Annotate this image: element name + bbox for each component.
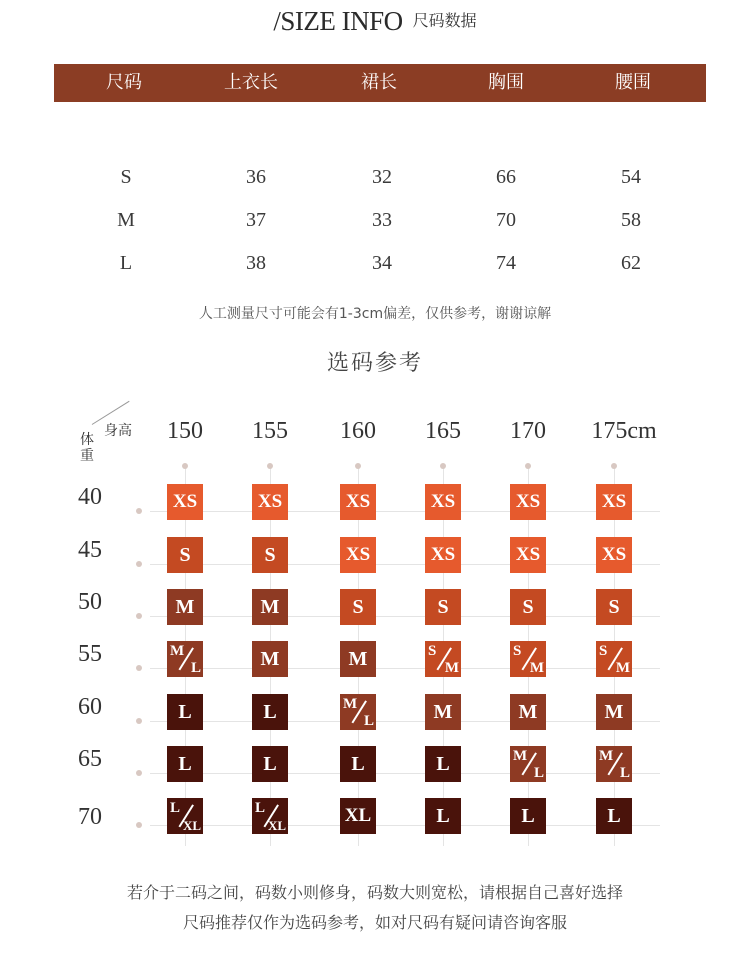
size-cell-lower: M [615,660,630,676]
weight-label: 50 [78,589,102,615]
size-cell-inner [596,641,632,677]
corner-weight-label: 体重 [80,432,94,464]
size-cell-inner [510,746,546,782]
size-cell: M [167,589,203,625]
grid-hline [150,511,660,512]
weight-dot [136,665,142,671]
size-cell: S [596,589,632,625]
size-cell: M [340,641,376,677]
table-cell: 38 [246,252,266,274]
size-cell-inner [425,641,461,677]
table-cell: 62 [621,252,641,274]
size-cell-upper: M [343,696,358,712]
footer-note-2: 尺码推荐仅作为选码参考，如对尺码有疑问请咨询客服 [182,913,567,932]
weight-label: 45 [78,537,102,563]
table-cell: M [117,209,135,231]
size-cell: XL [340,798,376,834]
weight-dot [136,822,142,828]
weight-dot [136,508,142,514]
size-cell: S [510,589,546,625]
size-cell [596,641,632,677]
size-cell-inner [252,798,288,834]
size-cell: S [167,537,203,573]
col-header-skirt-length: 裙长 [361,72,397,93]
grid-hline [150,668,660,669]
page-title [0,6,750,37]
size-cell: XS [425,484,461,520]
grid-hline [150,616,660,617]
table-cell: S [120,166,132,188]
height-label: 170 [510,418,546,444]
table-cell: L [119,252,133,274]
size-cell-lower: XL [182,818,201,833]
corner-height-label: 身高 [104,423,132,439]
col-header-top-length: 上衣长 [224,72,278,93]
size-cell [510,746,546,782]
size-cell: M [596,694,632,730]
table-cell: 36 [246,166,266,188]
size-cell-inner [510,641,546,677]
size-cell-upper: L [170,800,181,816]
size-cell-lower: L [190,660,201,676]
size-cell-upper: L [255,800,266,816]
size-cell: XS [252,484,288,520]
table-cell: 66 [496,166,516,188]
height-dot [440,463,446,469]
size-cell-lower: M [529,660,544,676]
size-cell: XS [596,484,632,520]
table-cell: 70 [496,209,516,231]
size-cell-inner [167,798,203,834]
size-cell-lower: L [363,713,374,729]
title-en: /SIZE INFO [273,6,403,36]
size-cell: L [167,694,203,730]
weight-label: 65 [78,746,102,772]
col-header-size: 尺码 [106,72,142,93]
height-dot [525,463,531,469]
size-cell-inner [340,694,376,730]
weight-dot [136,718,142,724]
size-cell: M [252,641,288,677]
size-cell: L [425,798,461,834]
col-header-waist: 腰围 [615,72,651,93]
size-cell-lower: XL [267,818,286,833]
height-dot [355,463,361,469]
height-dot [267,463,273,469]
height-label: 175cm [591,418,657,444]
size-cell-upper: M [170,643,185,659]
size-cell: M [252,589,288,625]
table-cell: 34 [372,252,392,274]
size-cell: L [425,746,461,782]
size-cell: XS [425,537,461,573]
weight-label: 70 [78,804,102,830]
size-cell-upper: S [599,643,608,659]
size-cell: XS [510,484,546,520]
size-cell-upper: S [513,643,522,659]
size-cell: XS [167,484,203,520]
height-label: 150 [167,418,203,444]
size-cell: XS [596,537,632,573]
size-cell-lower: L [619,765,630,781]
weight-label: 55 [78,641,102,667]
size-cell-upper: M [599,748,614,764]
size-cell: L [252,746,288,782]
size-cell: L [167,746,203,782]
size-cell-lower: L [533,765,544,781]
size-cell: L [510,798,546,834]
size-cell: S [252,537,288,573]
weight-label: 60 [78,694,102,720]
size-cell: L [340,746,376,782]
grid-hline [150,825,660,826]
height-label: 160 [340,418,376,444]
height-label: 165 [425,418,461,444]
grid-hline [150,721,660,722]
size-cell: S [425,589,461,625]
grid-hline [150,773,660,774]
footer-note-1: 若介于二码之间，码数小则修身，码数大则宽松，请根据自己喜好选择 [126,883,623,902]
height-dot [182,463,188,469]
table-cell: 37 [246,209,266,231]
size-cell [425,641,461,677]
col-header-bust: 胸围 [488,72,524,93]
table-cell: 32 [372,166,392,188]
reference-title: 选码参考 [326,351,423,376]
size-cell-upper: M [513,748,528,764]
size-cell: XS [340,484,376,520]
size-cell-inner [596,746,632,782]
size-cell-inner [167,641,203,677]
size-cell [167,798,203,834]
size-cell: S [340,589,376,625]
height-dot [611,463,617,469]
table-cell: 54 [621,166,641,188]
title-cn: 尺码数据 [412,11,477,30]
size-table-header [54,64,706,102]
table-cell: 74 [496,252,516,274]
size-cell: M [510,694,546,730]
size-cell [596,746,632,782]
table-cell: 33 [372,209,392,231]
size-cell: M [425,694,461,730]
table-cell: 58 [621,209,641,231]
weight-dot [136,613,142,619]
size-cell [510,641,546,677]
size-cell [167,641,203,677]
height-label: 155 [252,418,288,444]
grid-hline [150,564,660,565]
size-cell: L [252,694,288,730]
weight-dot [136,561,142,567]
weight-label: 40 [78,484,102,510]
size-cell [340,694,376,730]
size-cell: XS [340,537,376,573]
weight-dot [136,770,142,776]
size-cell: XS [510,537,546,573]
size-cell [252,798,288,834]
size-cell-upper: S [428,643,437,659]
measurement-note: 人工测量尺寸可能会有1-3cm偏差，仅供参考，谢谢谅解 [198,306,552,322]
size-cell-lower: M [444,660,459,676]
size-cell: L [596,798,632,834]
